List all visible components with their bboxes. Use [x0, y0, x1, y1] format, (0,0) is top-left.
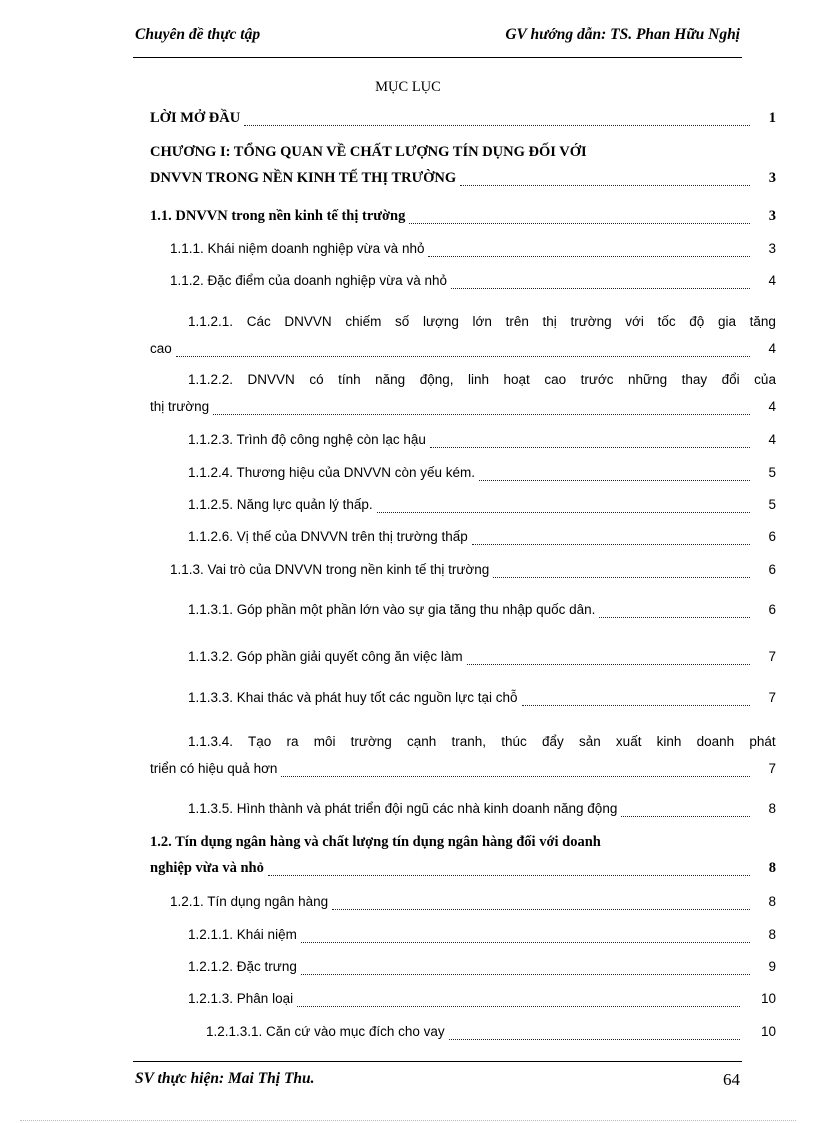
- toc-entry-page: 10: [760, 1024, 776, 1039]
- toc-title: MỤC LỤC: [375, 79, 441, 95]
- toc-entry-page: 4: [768, 432, 776, 447]
- toc-entry-label: 1.1.1. Khái niệm doanh nghiệp vừa và nhỏ: [170, 241, 425, 256]
- toc-entry-label: 1.2.1.1. Khái niệm: [188, 927, 297, 942]
- toc-entry[interactable]: [150, 110, 776, 132]
- toc-entry-label: 1.1.2.1. Các DNVVN chiếm số lượng lớn trên thị trường với tốc độ gia tăng: [188, 314, 776, 329]
- toc-entry[interactable]: [150, 927, 776, 949]
- header-rule: [133, 57, 742, 58]
- header-topic: Chuyên đề thực tập: [135, 26, 261, 43]
- page-footer: [135, 1070, 740, 1088]
- toc-entry-label: 1.2.1.3. Phân loại: [188, 991, 294, 1006]
- footer-rule: [133, 1061, 742, 1062]
- toc-entry-page: 5: [768, 465, 776, 480]
- toc-entry-page: 4: [768, 399, 776, 414]
- toc-entry[interactable]: [150, 432, 776, 454]
- toc-entry-page: 7: [768, 761, 776, 776]
- toc-entry-label: 1.1.2.5. Năng lực quản lý thấp.: [188, 497, 373, 512]
- toc-entry-page: 1: [768, 110, 776, 126]
- toc-entry-page: 3: [768, 241, 776, 256]
- toc-entry-page: 10: [760, 991, 776, 1006]
- toc-entry-page: 8: [768, 927, 776, 942]
- toc-entry[interactable]: [150, 562, 776, 584]
- footer-student: SV thực hiện: Mai Thị Thu.: [135, 1070, 315, 1087]
- toc-entry-label: 1.1.2.4. Thương hiệu của DNVVN còn yếu kém.: [188, 465, 476, 480]
- toc-entry-page: 8: [768, 894, 776, 909]
- toc-entry-page: 6: [768, 562, 776, 577]
- toc-entry[interactable]: [150, 273, 776, 295]
- page-edge-divider: [20, 1120, 796, 1121]
- toc-entry[interactable]: [150, 497, 776, 519]
- toc-entry-page: 9: [768, 959, 776, 974]
- toc-entry-label-cont: nghiệp vừa và nhỏ: [150, 860, 264, 876]
- toc-entry-page: 7: [768, 649, 776, 664]
- toc-entry-label: 1.1.2.2. DNVVN có tính năng động, linh hoạt cao trước những thay đổi của: [188, 372, 776, 387]
- toc-entry-label: 1.2.1.3.1. Căn cứ vào mục đích cho vay: [206, 1024, 445, 1039]
- toc-entry[interactable]: [150, 991, 776, 1013]
- toc-entry-page: 6: [768, 602, 776, 617]
- toc-entry[interactable]: [150, 208, 776, 230]
- toc-entry-label-cont: triển có hiệu quả hơn: [150, 761, 278, 776]
- toc-entry-label: 1.1.3. Vai trò của DNVVN trong nền kinh tế thị trường: [170, 562, 490, 577]
- toc-entry-page: 4: [768, 341, 776, 356]
- toc-entry-label: 1.2. Tín dụng ngân hàng và chất lượng tín dụng ngân hàng đối với doanh: [150, 834, 601, 850]
- toc-entry-label: 1.2.1.2. Đặc trưng: [188, 959, 297, 974]
- toc-entry-page: 3: [768, 170, 776, 186]
- toc-entry-page: 6: [768, 529, 776, 544]
- toc-entry-label: 1.1.3.4. Tạo ra môi trường cạnh tranh, thúc đẩy sản xuất kinh doanh phát: [188, 734, 776, 749]
- toc-entry-label: 1.1.2. Đặc điểm của doanh nghiệp vừa và nhỏ: [170, 273, 447, 288]
- toc-entry[interactable]: [150, 1024, 776, 1046]
- toc-entry-label: 1.1.3.1. Góp phần một phần lớn vào sự gia tăng thu nhập quốc dân.: [188, 602, 596, 617]
- toc-entry-label-cont: cao: [150, 341, 172, 356]
- toc-entry-page: 8: [768, 860, 776, 876]
- toc-entry-label: 1.1. DNVVN trong nền kinh tế thị trường: [150, 208, 406, 224]
- toc-entry-label: LỜI MỞ ĐẦU: [150, 110, 241, 126]
- toc-entry-label: 1.1.3.2. Góp phần giải quyết công ăn việc làm: [188, 649, 463, 664]
- toc-entry[interactable]: [150, 241, 776, 263]
- toc-entry-label: 1.1.3.5. Hình thành và phát triển đội ngũ các nhà kinh doanh năng động: [188, 801, 618, 816]
- toc-entry[interactable]: [150, 649, 776, 671]
- toc-entry[interactable]: [150, 465, 776, 487]
- toc-entry-label: CHƯƠNG I: TỔNG QUAN VỀ CHẤT LƯỢNG TÍN DỤNG ĐỐI VỚI: [150, 144, 587, 160]
- toc-entry-label-cont: DNVVN TRONG NỀN KINH TẾ THỊ TRƯỜNG: [150, 170, 457, 186]
- toc-entry-page: 4: [768, 273, 776, 288]
- page-number: 64: [723, 1070, 740, 1089]
- toc-entry-label: 1.1.3.3. Khai thác và phát huy tốt các nguồn lực tại chỗ: [188, 690, 518, 705]
- toc-entry-label: 1.1.2.3. Trình độ công nghệ còn lạc hậu: [188, 432, 426, 447]
- toc-entry-label: 1.1.2.6. Vị thế của DNVVN trên thị trường thấp: [188, 529, 468, 544]
- toc-entry-page: 8: [768, 801, 776, 816]
- toc-entry[interactable]: [150, 801, 776, 823]
- header-advisor: GV hướng dẫn: TS. Phan Hữu Nghị: [505, 26, 740, 43]
- toc-entry[interactable]: [150, 690, 776, 712]
- toc-entry[interactable]: [150, 959, 776, 981]
- toc-entry[interactable]: [150, 894, 776, 916]
- page-header: [135, 26, 740, 50]
- toc-entry-page: 7: [768, 690, 776, 705]
- toc-entry[interactable]: [150, 529, 776, 551]
- toc-entry-label: 1.2.1. Tín dụng ngân hàng: [170, 894, 329, 909]
- toc-entry-page: 3: [768, 208, 776, 224]
- toc-entry[interactable]: [150, 602, 776, 624]
- toc-entry-label-cont: thị trường: [150, 399, 210, 414]
- toc-entry-page: 5: [768, 497, 776, 512]
